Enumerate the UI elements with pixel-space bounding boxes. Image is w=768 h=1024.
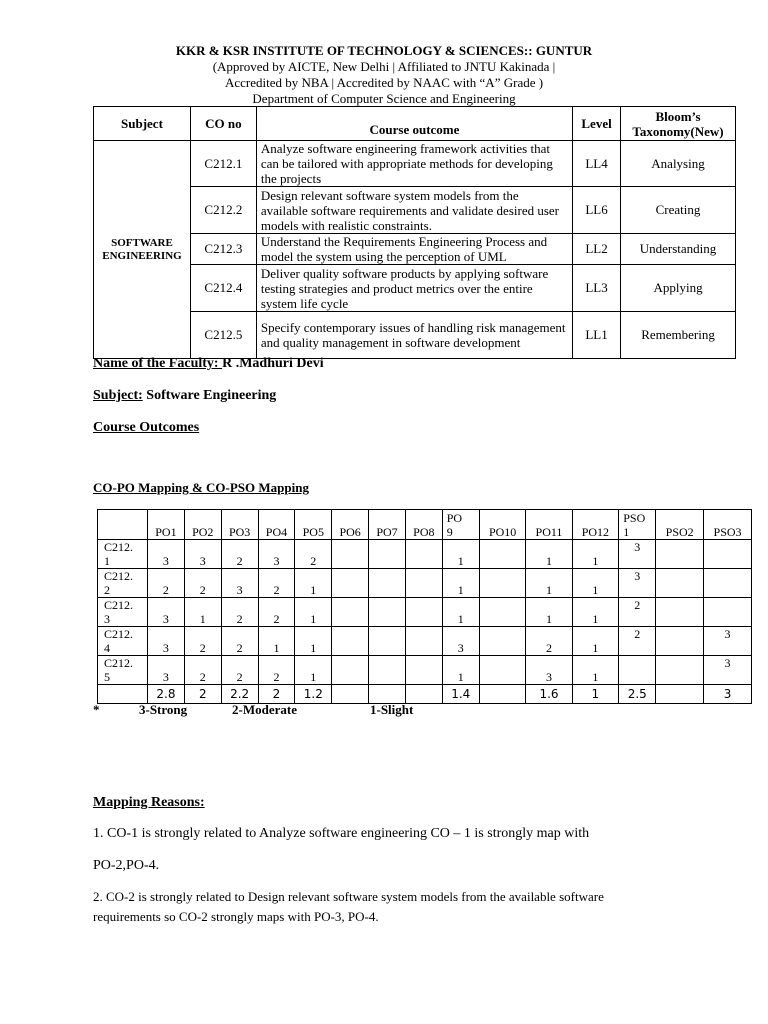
average-cell: 2 xyxy=(258,685,295,704)
mapping-cell: 1 xyxy=(258,627,295,656)
table-row xyxy=(98,569,752,598)
level-value: LL2 xyxy=(573,234,621,265)
col-header-po9 xyxy=(442,510,479,540)
co-row-label-bottom: 2 xyxy=(104,583,110,597)
average-cell xyxy=(405,685,442,704)
co-row-label-bottom: 5 xyxy=(104,670,110,684)
blooms-value: Understanding xyxy=(621,234,736,265)
mapping-cell: 2 xyxy=(221,598,258,627)
subject-cell xyxy=(94,141,191,359)
po-table-body xyxy=(98,540,752,685)
mapping-cell: 1 xyxy=(526,540,572,569)
mapping-cell: 3 xyxy=(184,540,221,569)
average-cell xyxy=(332,685,369,704)
mapping-cell: 2 xyxy=(148,569,185,598)
mapping-cell xyxy=(332,569,369,598)
reason-2-line-2: requirements so CO-2 strongly maps with PO-3, PO-4. xyxy=(93,909,379,924)
po9-bottom: 9 xyxy=(446,525,453,539)
co-row-label-bottom: 3 xyxy=(104,612,110,626)
mapping-cell xyxy=(332,656,369,685)
course-outcome-text: Design relevant software system models from the available software requirements and validate desired user models with realistic constraints. xyxy=(256,187,572,234)
mapping-cell: 2 xyxy=(526,627,572,656)
mapping-cell xyxy=(656,656,704,685)
mapping-cell: 1 xyxy=(526,598,572,627)
subject-line-2: ENGINEERING xyxy=(102,249,182,262)
co-row-label xyxy=(98,656,148,685)
co-number: C212.4 xyxy=(190,265,256,312)
table-row xyxy=(94,141,736,187)
blooms-value: Analysing xyxy=(621,141,736,187)
subject-line-1: SOFTWARE xyxy=(111,236,173,249)
department-line: Department of Computer Science and Engineering xyxy=(252,91,516,106)
mapping-cell: 2 xyxy=(184,627,221,656)
average-cell: 1 xyxy=(572,685,619,704)
average-cell: 3 xyxy=(704,685,752,704)
subject-line xyxy=(93,388,276,404)
co-row-label xyxy=(98,627,148,656)
col-header: PO12 xyxy=(572,510,619,540)
mapping-cell xyxy=(405,569,442,598)
co-row-label-bottom: 1 xyxy=(104,554,110,568)
co-number: C212.5 xyxy=(190,312,256,359)
mapping-cell xyxy=(479,569,526,598)
corner-cell xyxy=(98,510,148,540)
faculty-line xyxy=(93,356,324,372)
col-header: PO11 xyxy=(526,510,572,540)
table-row xyxy=(94,187,736,234)
mapping-cell xyxy=(369,598,406,627)
table-row xyxy=(98,627,752,656)
co-row-label-bottom: 4 xyxy=(104,641,110,655)
mapping-cell xyxy=(704,540,752,569)
co-row-label-top: C212. xyxy=(104,569,134,583)
co-row-label-top: C212. xyxy=(104,598,134,612)
mapping-cell: 1 xyxy=(572,627,619,656)
mapping-cell: 1 xyxy=(572,656,619,685)
mapping-cell: 1 xyxy=(442,656,479,685)
legend-star: * xyxy=(93,702,100,717)
mapping-cell: 1 xyxy=(572,598,619,627)
mapping-cell: 2 xyxy=(258,569,295,598)
course-outcome-table xyxy=(93,106,736,359)
col-header: PO7 xyxy=(369,510,406,540)
mapping-cell xyxy=(656,598,704,627)
mapping-cell: 2 xyxy=(184,569,221,598)
average-cell: 2.5 xyxy=(619,685,656,704)
level-value: LL3 xyxy=(573,265,621,312)
header-course-outcome: Course outcome xyxy=(256,107,572,141)
mapping-cell: 2 xyxy=(619,627,656,656)
col-header-pso1 xyxy=(619,510,656,540)
mapping-cell: 3 xyxy=(442,627,479,656)
co-number: C212.2 xyxy=(190,187,256,234)
po9-top: PO xyxy=(446,511,463,525)
reason-1-line-1: 1. CO-1 is strongly related to Analyze software engineering CO – 1 is strongly map with xyxy=(93,826,590,841)
mapping-cell xyxy=(479,540,526,569)
mapping-cell xyxy=(369,656,406,685)
mapping-cell xyxy=(656,569,704,598)
header-co-no: CO no xyxy=(190,107,256,141)
mapping-cell: 1 xyxy=(442,569,479,598)
mapping-cell: 3 xyxy=(704,627,752,656)
average-cell: 2.8 xyxy=(148,685,185,704)
mapping-cell: 2 xyxy=(258,656,295,685)
average-cell xyxy=(369,685,406,704)
col-header: PO6 xyxy=(332,510,369,540)
course-outcome-text: Understand the Requirements Engineering Process and model the system using the perception of UML xyxy=(256,234,572,265)
mapping-cell xyxy=(405,627,442,656)
mapping-cell xyxy=(369,569,406,598)
col-header: PO8 xyxy=(405,510,442,540)
table-row xyxy=(94,312,736,359)
blooms-value: Applying xyxy=(621,265,736,312)
col-header: PO5 xyxy=(295,510,332,540)
co-row-label-top: C212. xyxy=(104,627,134,641)
header-blooms: Bloom’s Taxonomy(New) xyxy=(621,107,736,141)
blooms-value: Creating xyxy=(621,187,736,234)
course-outcomes-heading: Course Outcomes xyxy=(93,420,200,435)
mapping-cell xyxy=(405,656,442,685)
mapping-cell xyxy=(704,598,752,627)
mapping-cell: 1 xyxy=(295,656,332,685)
reason-1-line-2: PO-2,PO-4. xyxy=(93,858,160,873)
mapping-cell: 1 xyxy=(442,598,479,627)
mapping-cell: 2 xyxy=(258,598,295,627)
mapping-cell: 2 xyxy=(221,656,258,685)
mapping-cell xyxy=(656,627,704,656)
mapping-cell xyxy=(479,627,526,656)
mapping-cell xyxy=(332,627,369,656)
mapping-cell xyxy=(332,540,369,569)
mapping-cell: 3 xyxy=(619,569,656,598)
mapping-cell: 3 xyxy=(148,627,185,656)
mapping-cell xyxy=(479,656,526,685)
col-header: PO2 xyxy=(184,510,221,540)
mapping-cell xyxy=(369,627,406,656)
average-cell: 2.2 xyxy=(221,685,258,704)
mapping-cell: 2 xyxy=(221,627,258,656)
institute-name: KKR & KSR INSTITUTE OF TECHNOLOGY & SCIENCES:: GUNTUR xyxy=(175,43,593,58)
legend-slight: 1-Slight xyxy=(370,702,414,717)
co-number: C212.1 xyxy=(190,141,256,187)
mapping-cell: 2 xyxy=(295,540,332,569)
mapping-cell: 1 xyxy=(572,540,619,569)
course-outcome-text: Analyze software engineering framework activities that can be tailored with appropriate methods for developing the projects xyxy=(256,141,572,187)
mapping-cell: 2 xyxy=(184,656,221,685)
mapping-cell: 3 xyxy=(148,540,185,569)
table-row xyxy=(98,656,752,685)
mapping-cell: 3 xyxy=(258,540,295,569)
level-value: LL6 xyxy=(573,187,621,234)
mapping-cell: 3 xyxy=(526,656,572,685)
mapping-heading: CO-PO Mapping & CO-PSO Mapping xyxy=(93,480,309,495)
legend-moderate: 2-Moderate xyxy=(232,702,297,717)
mapping-reasons-heading: Mapping Reasons: xyxy=(93,795,205,810)
col-header: PO4 xyxy=(258,510,295,540)
col-header: PO1 xyxy=(148,510,185,540)
legend-strong: 3-Strong xyxy=(139,702,188,717)
average-label-cell xyxy=(98,685,148,704)
blooms-value: Remembering xyxy=(621,312,736,359)
co-table-header xyxy=(94,107,736,141)
average-cell: 1.2 xyxy=(295,685,332,704)
co-row-label xyxy=(98,540,148,569)
mapping-cell: 3 xyxy=(619,540,656,569)
mapping-cell: 3 xyxy=(148,598,185,627)
co-po-mapping-table xyxy=(97,509,752,704)
table-row xyxy=(98,598,752,627)
pso1-top: PSO xyxy=(623,511,646,525)
average-cell: 1.6 xyxy=(526,685,572,704)
mapping-cell: 1 xyxy=(184,598,221,627)
average-row xyxy=(98,685,752,704)
header-subject: Subject xyxy=(94,107,191,141)
course-outcome-text: Deliver quality software products by applying software testing strategies and product metrics over the entire system life cycle xyxy=(256,265,572,312)
approval-line: (Approved by AICTE, New Delhi | Affiliated to JNTU Kakinada | xyxy=(212,59,556,74)
co-row-label-top: C212. xyxy=(104,656,134,670)
header-level: Level xyxy=(573,107,621,141)
average-cell xyxy=(479,685,526,704)
mapping-cell: 1 xyxy=(295,627,332,656)
co-row-label xyxy=(98,569,148,598)
subject-label: Subject: xyxy=(93,388,143,403)
co-number: C212.3 xyxy=(190,234,256,265)
mapping-cell xyxy=(619,656,656,685)
mapping-cell xyxy=(479,598,526,627)
mapping-cell: 2 xyxy=(221,540,258,569)
mapping-cell xyxy=(405,540,442,569)
faculty-name: R .Madhuri Devi xyxy=(222,356,324,371)
col-header: PSO2 xyxy=(656,510,704,540)
average-cell: 2 xyxy=(184,685,221,704)
mapping-cell xyxy=(332,598,369,627)
co-row-label-top: C212. xyxy=(104,540,134,554)
co-row-label xyxy=(98,598,148,627)
mapping-cell xyxy=(704,569,752,598)
mapping-cell: 1 xyxy=(295,569,332,598)
course-outcome-text: Specify contemporary issues of handling risk management and quality management in software development xyxy=(256,312,572,359)
table-row xyxy=(94,234,736,265)
mapping-cell: 2 xyxy=(619,598,656,627)
table-row xyxy=(94,265,736,312)
mapping-cell xyxy=(656,540,704,569)
col-header: PO10 xyxy=(479,510,526,540)
faculty-label: Name of the Faculty: xyxy=(93,356,223,371)
mapping-cell xyxy=(369,540,406,569)
mapping-cell xyxy=(405,598,442,627)
level-value: LL1 xyxy=(573,312,621,359)
mapping-cell: 1 xyxy=(526,569,572,598)
subject-name: Software Engineering xyxy=(142,388,277,403)
mapping-cell: 1 xyxy=(572,569,619,598)
col-header: PSO3 xyxy=(704,510,752,540)
pso1-bottom: 1 xyxy=(623,525,630,539)
reason-2-line-1: 2. CO-2 is strongly related to Design relevant software system models from the available software xyxy=(93,889,604,904)
mapping-cell: 1 xyxy=(442,540,479,569)
mapping-cell: 1 xyxy=(295,598,332,627)
table-row xyxy=(98,540,752,569)
mapping-cell: 3 xyxy=(221,569,258,598)
po-header-row xyxy=(98,510,752,540)
col-header: PO3 xyxy=(221,510,258,540)
accreditation-line: Accredited by NBA | Accredited by NAAC with “A” Grade ) xyxy=(224,75,544,90)
level-value: LL4 xyxy=(573,141,621,187)
mapping-cell: 3 xyxy=(148,656,185,685)
mapping-cell: 3 xyxy=(704,656,752,685)
average-cell xyxy=(656,685,704,704)
average-cell: 1.4 xyxy=(442,685,479,704)
